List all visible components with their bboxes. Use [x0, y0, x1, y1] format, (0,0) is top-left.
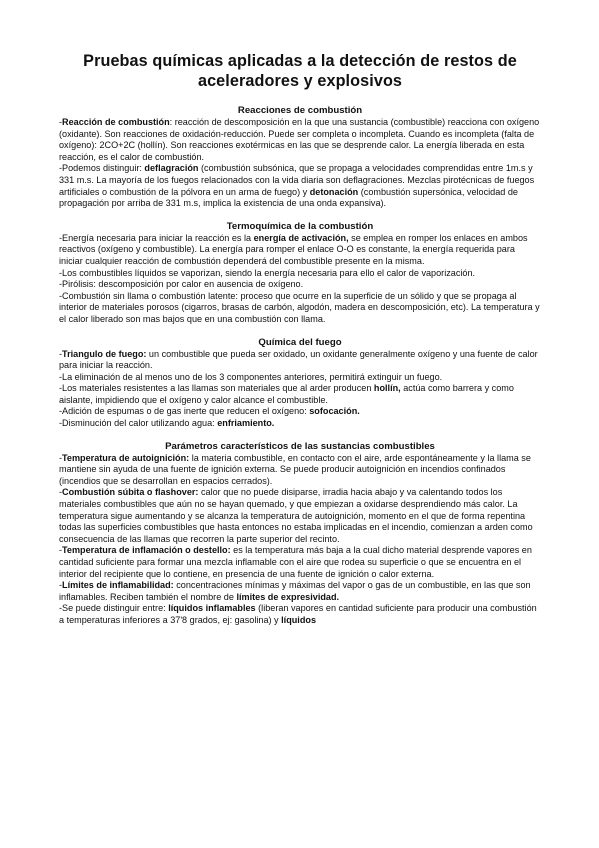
section-spacer	[59, 210, 541, 221]
text-run: -Adición de espumas o de gas inerte que reducen el oxígeno:	[59, 406, 310, 417]
text-run: -	[59, 545, 63, 556]
section-spacer	[59, 326, 541, 337]
paragraph	[59, 372, 541, 384]
section-heading: Parámetros característicos de las sustancias combustibles	[165, 440, 435, 452]
bold-term: Combustión súbita o flashover:	[62, 487, 199, 498]
text-run: -Energía necesaria para iniciar la reacción es la	[59, 232, 254, 243]
text-run: se emplea en romper los enlaces en ambos reactivos (oxígeno y combustible). La energía para romper el enlace O-O es constante, la energía requerida para iniciar cualquier reacción de combustión dependerá del combustible presente en la misma.	[59, 232, 528, 266]
paragraph	[59, 117, 541, 163]
text-run: (combustión subsónica, que se propaga a velocidades comprendidas entre 1m.s y 331 m.s. La mayoría de los fuegos relacionados con la vida diaria son deflagraciones. Mezclas pirotécnicas de fuegos artificiales o combustión de la pólvora en un arma de fuego) y	[59, 163, 535, 197]
bold-term: enfriamiento.	[217, 418, 275, 429]
text-run: calor que no puede disiparse, irradia hacia abajo y va calentando todos los materiales combustibles que aún no se hayan quemado, y que empiezan a oxidarse desprendiendo más calor. La temperatura sigue aumentando y se alcanza la temperatura de autoignición, momento en el que de forma repentina todas las superficies combustibles que hasta entonces no estaba implicadas en el incendio, comienzan a arden como consecuencia de las llamas que recorren la parte superior del recinto.	[59, 487, 533, 544]
bold-term: Triangulo de fuego:	[62, 348, 147, 359]
section-heading: Termoquímica de la combustión	[226, 220, 374, 232]
paragraph	[59, 487, 541, 545]
bold-term: Temperatura de inflamación o destello:	[62, 545, 231, 556]
bold-term: energía de activación,	[253, 232, 349, 243]
bold-term: hollín,	[373, 383, 401, 394]
bold-term: Límites de inflamabilidad:	[62, 580, 174, 591]
text-run: un combustible que pueda ser oxidado, un oxidante generalmente oxígeno y una fuente de calor para iniciar la reacción.	[59, 348, 538, 371]
paragraph	[59, 163, 541, 209]
text-run: -	[59, 117, 63, 127]
text-run: la materia combustible, en contacto con el aire, arde espontáneamente y la llama se mantiene sin ayuda de una fuente de ignición externa. Se puede producir autoignición en incendios confinados (incendios que se desarrollan en espacios cerrados).	[59, 452, 531, 486]
text-run: (combustión supersónica, velocidad de propagación por arriba de 331 m.s, implica la existencia de una onda expansiva).	[59, 186, 518, 209]
bold-term: deflagración	[144, 163, 199, 174]
text-run: -Pirólisis: descomposición por calor en ausencia de oxígeno.	[59, 279, 304, 290]
paragraph	[59, 268, 541, 280]
paragraph	[59, 406, 541, 418]
text-run: -Se puede distinguir entre:	[59, 603, 169, 614]
paragraph	[59, 233, 541, 268]
document-body	[59, 105, 541, 627]
text-run: -Los combustibles líquidos se vaporizan, siendo la energía necesaria para ello el calor de vaporización.	[59, 267, 476, 278]
section-spacer	[59, 430, 541, 441]
text-run: -La eliminación de al menos uno de los 3 componentes anteriores, permitirá extinguir un fuego.	[59, 371, 443, 382]
text-run: -Disminución del calor utilizando agua:	[59, 418, 218, 429]
text-run: -	[59, 348, 63, 359]
bold-term: líquidos	[281, 614, 316, 625]
document-title: Pruebas químicas aplicadas a la detección de restos de aceleradores y explosivos	[83, 52, 517, 90]
paragraph	[59, 580, 541, 603]
text-run: (liberan vapores en cantidad suficiente para producir una combustión a temperaturas inferiores a 37'8 grados, ej: gasolina) y	[59, 603, 537, 625]
section-heading: Química del fuego	[258, 336, 342, 348]
paragraph	[59, 545, 541, 580]
text-run: -Los materiales resistentes a las llamas son materiales que al arder producen	[59, 383, 374, 394]
text-run: -Podemos distinguir:	[59, 163, 145, 174]
paragraph	[59, 453, 541, 488]
bold-term: Reacción de combustión	[62, 117, 170, 127]
paragraph	[59, 383, 541, 406]
text-run: : reacción de descomposición en la que una sustancia (combustible) reacciona con oxígeno (oxidante). Son reacciones de oxidación-reducción. Puede ser completa o incompleta. Cuando es incompleta (falta de oxígeno): 2CO+2C (hollín). Son reacciones exotérmicas en las que se desprende calor. La energía liberada en esta reacción, es el calor de combustión.	[59, 117, 540, 162]
text-run: -	[59, 487, 63, 498]
paragraph	[59, 349, 541, 372]
paragraph	[59, 418, 541, 430]
bold-term: detonación	[309, 186, 359, 197]
text-run: -	[59, 580, 63, 591]
text-run: concentraciones mínimas y máximas del vapor o gas de un combustible, en las que son inflamables. Reciben también el nombre de	[59, 580, 531, 602]
paragraph	[59, 603, 541, 626]
text-run: es la temperatura más baja a la cual dicho material desprende vapores en cantidad suficiente para formar una mezcla inflamable con el aire que rodea su superficie o que se encuentra en el interior del recipiente que lo contiene, en presencia de una fuente de ignición o calor externa.	[59, 545, 532, 579]
text-run: -Combustión sin llama o combustión latente: proceso que ocurre en la superficie de un sólido y que se propaga al interior de materiales porosos (cigarros, brasas de carbón, algodón, madera en descomposición, etc). La temperatura y el calor liberado son mas bajos que en una combustión con llama.	[59, 290, 540, 324]
bold-term: líquidos inflamables	[168, 603, 256, 614]
text-run: actúa como barrera y como aislante, impidiendo que el oxígeno y calor alcance el combustible.	[59, 383, 514, 405]
section-heading: Reacciones de combustión	[237, 105, 363, 116]
paragraph	[59, 291, 541, 326]
bold-term: Temperatura de autoignición:	[62, 452, 190, 463]
bold-term: sofocación.	[309, 406, 360, 417]
paragraph	[59, 279, 541, 291]
text-run: -	[59, 452, 63, 463]
bold-term: límites de expresividad.	[236, 591, 340, 602]
